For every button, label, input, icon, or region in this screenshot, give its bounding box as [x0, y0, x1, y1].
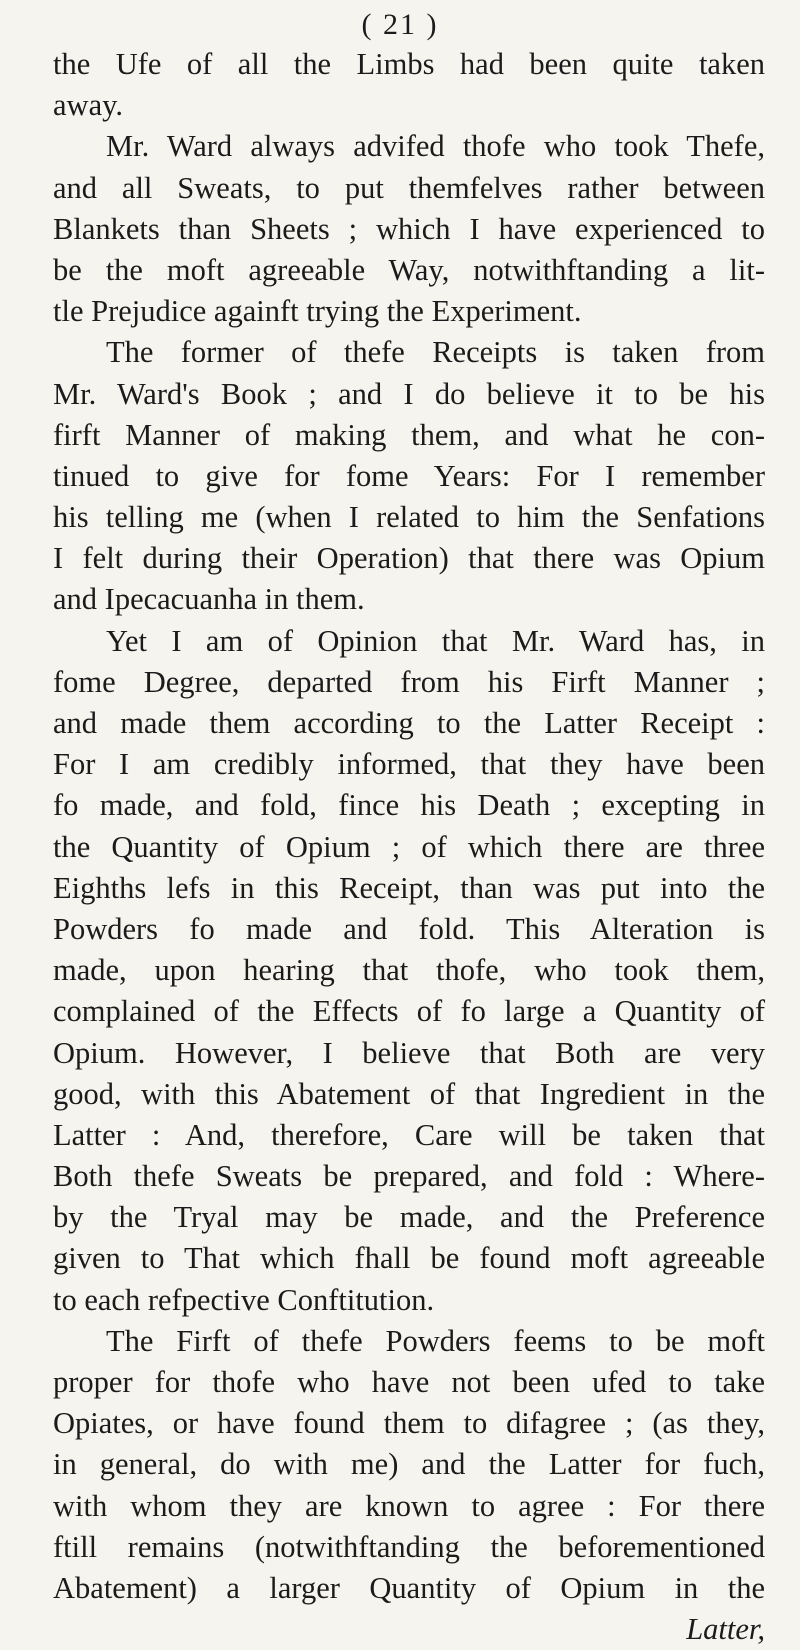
body-text — [53, 44, 765, 1650]
text-line: The Firft of thefe Powders feems to be moft — [106, 1323, 765, 1358]
text-line: given to That which fhall be found moft agreeable — [53, 1241, 765, 1276]
text-line: Opiates, or have found them to difagree ; (as they, — [53, 1406, 765, 1441]
text-line: I felt during their Operation) that there was Opium — [53, 541, 765, 576]
text-line: Mr. Ward always advifed thofe who took Thefe, — [106, 129, 765, 164]
text-line: Latter : And, therefore, Care will be taken that — [53, 1117, 765, 1152]
text-line: Both thefe Sweats be prepared, and fold : Where- — [53, 1159, 765, 1194]
text-line: with whom they are known to agree : For there — [53, 1488, 765, 1523]
text-line: The former of thefe Receipts is taken from — [106, 335, 765, 370]
text-line: tinued to give for fome Years: For I remember — [53, 458, 765, 493]
page-number: ( 21 ) — [361, 8, 439, 41]
text-line: Eighths lefs in this Receipt, than was put into the — [53, 870, 765, 905]
text-line: by the Tryal may be made, and the Preference — [53, 1200, 765, 1235]
text-line: Yet I am of Opinion that Mr. Ward has, in — [106, 623, 765, 658]
text-line: Mr. Ward's Book ; and I do believe it to be his — [53, 376, 765, 411]
text-line: ftill remains (notwithftanding the beforementioned — [53, 1529, 765, 1564]
text-line: Powders fo made and fold. This Alteration is — [53, 911, 765, 946]
text-line: away. — [53, 88, 123, 123]
text-line: Opium. However, I believe that Both are very — [53, 1035, 765, 1070]
text-line: For I am credibly informed, that they have been — [53, 747, 765, 782]
text-line: and Ipecacuanha in them. — [53, 582, 365, 617]
text-line: the Ufe of all the Limbs had been quite taken — [53, 47, 765, 81]
text-line: and all Sweats, to put themfelves rather between — [53, 170, 765, 205]
text-line: his telling me (when I related to him the Senfations — [53, 500, 765, 535]
text-line: Blankets than Sheets ; which I have experienced to — [53, 211, 765, 246]
catchword: Latter, — [686, 1612, 765, 1647]
text-line: be the moft agreeable Way, notwithftanding a lit- — [53, 252, 765, 287]
text-line: good, with this Abatement of that Ingredient in the — [53, 1076, 765, 1111]
text-line: tle Prejudice againft trying the Experiment. — [53, 294, 582, 329]
text-line: complained of the Effects of fo large a Quantity of — [53, 994, 765, 1029]
text-line: the Quantity of Opium ; of which there are three — [53, 829, 765, 864]
text-line: made, upon hearing that thofe, who took them, — [53, 953, 765, 988]
text-line: in general, do with me) and the Latter for fuch, — [53, 1447, 765, 1482]
text-line: fome Degree, departed from his Firft Manner ; — [53, 664, 765, 699]
text-line: proper for thofe who have not been ufed to take — [53, 1365, 765, 1399]
text-line: firft Manner of making them, and what he con- — [53, 417, 765, 452]
text-line: to each refpective Conftitution. — [53, 1282, 435, 1317]
text-line: and made them according to the Latter Receipt : — [53, 706, 765, 740]
text-line: Abatement) a larger Quantity of Opium in the — [53, 1570, 765, 1605]
text-line: fo made, and fold, fince his Death ; excepting in — [53, 788, 765, 823]
